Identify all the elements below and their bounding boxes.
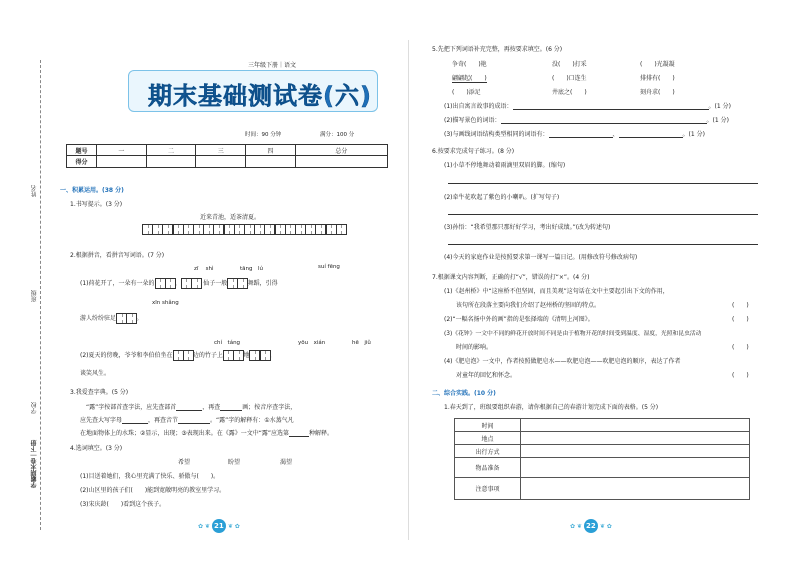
- q5-text: (2)描写景色的词语：: [444, 117, 501, 124]
- answer-line[interactable]: [448, 183, 758, 184]
- answer-blank[interactable]: [178, 418, 210, 424]
- binding-line: [40, 60, 41, 530]
- q2-line4: 谈笑风生。: [80, 370, 111, 377]
- answer-blank[interactable]: [289, 431, 309, 437]
- q3-text: 种解释。: [308, 430, 333, 437]
- plan-input[interactable]: [521, 432, 750, 445]
- q3-text: 在地面物体上的水珠；②显示，出现；③表现出来。在《露》一文中“露”应选第: [80, 430, 289, 437]
- side-label-name: 姓名: [31, 185, 38, 197]
- q5-item: [444, 115, 729, 124]
- plan-label: 地点: [455, 432, 521, 445]
- pinyin: zī shì: [194, 266, 214, 272]
- q5-item: [444, 101, 731, 110]
- question-8: 1.春天到了，班级要组织春游，请你根据自己的春游计划完成下面的表格。(5 分): [444, 404, 659, 411]
- score-cell: 得分: [67, 156, 97, 168]
- pinyin: chí táng: [214, 340, 241, 346]
- judge-paren[interactable]: ( ): [732, 372, 749, 379]
- answer-box[interactable]: [165, 278, 176, 289]
- q2-text: ，: [269, 352, 276, 359]
- side-label-series: 学霸期末卷｜下册: [31, 440, 38, 488]
- answer-box[interactable]: [233, 350, 244, 361]
- plan-input[interactable]: [521, 445, 750, 458]
- question-6: 6.按要求完成句子练习。(8 分): [432, 148, 515, 155]
- q2-text: 舞蹈，引得: [247, 280, 278, 287]
- answer-box[interactable]: [237, 278, 248, 289]
- answer-line[interactable]: [448, 244, 758, 245]
- score-cell: 二: [146, 145, 196, 156]
- plan-input[interactable]: [521, 458, 750, 478]
- q2-text: ，: [174, 280, 181, 287]
- idiom[interactable]: ( )光凝凝: [640, 61, 675, 68]
- q2-text: (1)荷花开了，一朵有一朵的: [80, 280, 155, 287]
- answer-box[interactable]: [260, 350, 271, 361]
- q5-text: 、: [612, 131, 619, 138]
- page-divider: [408, 40, 409, 540]
- q5-text: 。(1 分): [682, 131, 705, 138]
- q2-text: 仙子一般: [203, 280, 228, 287]
- score-input[interactable]: [196, 156, 246, 168]
- score-cell: 一: [97, 145, 147, 156]
- side-label-school: 学校: [31, 402, 38, 414]
- q3-text: ，再查音节: [148, 417, 179, 424]
- plan-input[interactable]: [521, 419, 750, 432]
- q2-line1: [80, 278, 278, 289]
- plan-label: 注意事项: [455, 478, 521, 500]
- answer-blank[interactable]: [549, 132, 613, 138]
- answer-box[interactable]: [191, 278, 202, 289]
- score-table: [66, 144, 388, 168]
- score-cell: 四: [246, 145, 296, 156]
- q6-item: (3)孙悟：“我希望那只那好好学习，考出好成绩。”(改为转述句): [444, 224, 611, 231]
- plan-table: [454, 418, 750, 500]
- q2-text: (2)夏天的傍晚，爷爷和李伯伯坐在: [80, 352, 173, 359]
- idiom-underlined[interactable]: 翩翩起( ): [452, 75, 487, 82]
- page-title: 期末基础测试卷(六): [148, 82, 372, 110]
- question-7: 7.根据课文内容判断，正确的打“√”，错误的打“×”。(4 分): [432, 274, 590, 281]
- score-cell: 三: [196, 145, 246, 156]
- word-choice: 渴望: [280, 459, 293, 466]
- q2-text: 边的竹子上: [192, 352, 223, 359]
- q3-line3: [80, 428, 333, 437]
- q3-line1: [86, 402, 296, 411]
- q6-item: (4)今天的家庭作业是按照要求第一课写一篇日记。(用修改符号修改病句): [444, 254, 638, 261]
- idiom[interactable]: 刻舟求( ): [640, 89, 675, 96]
- q7-item: (4)《肥皂泡》一文中，作者按照做肥皂水——吹肥皂泡——吹肥皂泡的顺序，表达了作者: [444, 358, 681, 365]
- judge-paren[interactable]: ( ): [732, 344, 749, 351]
- idiom[interactable]: ( )添足: [452, 89, 481, 96]
- q3-text: “露”字按部首查字法，应先查部首: [86, 404, 177, 411]
- word-choice: 希望: [178, 459, 191, 466]
- question-3: 3.我爱查字典。(5 分): [70, 389, 129, 396]
- q2-text: 地: [243, 352, 250, 359]
- q7-item: (1)《赵州桥》中“这座桥不但坚固，而且美观”这句话在文中主要起引出下文的作用，: [444, 288, 669, 295]
- pinyin: tāng lú: [240, 266, 264, 272]
- q7-item: 对童年的回忆和怀念。: [456, 372, 517, 379]
- idiom[interactable]: ( )口连生: [552, 75, 587, 82]
- score-input[interactable]: [146, 156, 196, 168]
- idiom[interactable]: 井底之( ): [552, 89, 587, 96]
- page-badge: 22: [584, 519, 598, 533]
- answer-blank[interactable]: [619, 132, 683, 138]
- q7-item: 该句所在段落主要向我们介绍了赵州桥的坚固的特点。: [456, 302, 601, 309]
- plan-input[interactable]: [521, 478, 750, 500]
- q3-line2: [80, 415, 294, 424]
- q2-line2: [80, 313, 142, 324]
- pinyin: yōu xián: [298, 340, 326, 346]
- judge-paren[interactable]: ( ): [732, 302, 749, 309]
- q5-text: 。(1 分): [708, 103, 731, 110]
- question-1: 1.书写提示。(3 分): [70, 201, 123, 208]
- q4-item[interactable]: (3)宋庆龄( )看到这个孩子。: [80, 501, 166, 508]
- flower-icon: ❦ ✿: [227, 523, 240, 530]
- plan-label: 出行方式: [455, 445, 521, 458]
- idiom[interactable]: 争奇( )艳: [452, 61, 487, 68]
- q7-item: 时间的影响。: [456, 344, 493, 351]
- pinyin: hē jiǔ: [352, 340, 371, 346]
- time-label: 时间：90 分钟: [245, 132, 282, 138]
- q5-text: 。(1 分): [706, 117, 729, 124]
- question-2: 2.根据拼音，看拼音写词语。(7 分): [70, 252, 165, 259]
- grade-tag: 三年级下册｜语文: [248, 62, 297, 69]
- page-number-left: [198, 519, 240, 533]
- answer-line[interactable]: [448, 214, 758, 215]
- score-label: 满分：100 分: [320, 132, 355, 138]
- answer-blank[interactable]: [220, 405, 242, 411]
- page-number-right: [570, 519, 612, 533]
- q3-text: 画；按音序查字法，: [242, 404, 297, 411]
- score-input[interactable]: [295, 156, 387, 168]
- q7-item: (3)《花钟》一文中不同的鲜花开放时间不同是由于植物开花的时间受到温度、湿度，光照和昆虫活动: [444, 331, 702, 337]
- answer-blank[interactable]: [513, 104, 709, 110]
- section-title-1: 一、积累运用。(38 分): [60, 187, 124, 194]
- score-input[interactable]: [97, 156, 147, 168]
- q4-item[interactable]: (1)目送着她们，我心里充满了快乐、骄傲与( )。: [80, 473, 220, 480]
- q3-text: 应先查大写字母: [80, 417, 123, 424]
- answer-box[interactable]: [183, 350, 194, 361]
- q1-writing-grid[interactable]: [142, 224, 346, 235]
- plan-label: 时间: [455, 419, 521, 432]
- answer-blank[interactable]: [122, 418, 148, 424]
- plan-label: 物品准备: [455, 458, 521, 478]
- idiom[interactable]: 排排有( ): [640, 75, 675, 82]
- q6-item: (1)小草不停地舞动着雨滴里双眉的脚。(缩句): [444, 162, 566, 169]
- q1-sentence: 近来青池，适茶清夏。: [200, 214, 261, 221]
- q4-item[interactable]: (2)山区里的孩子们( )能到宽敞明亮的教室里学习。: [80, 487, 226, 494]
- flower-icon: ❦ ✿: [599, 523, 612, 530]
- q3-text: 。“露”字的解释有：①水蒸气凡: [210, 417, 294, 424]
- score-cell: 题号: [67, 145, 97, 156]
- section-title-2: 二、综合实践。(10 分): [432, 390, 496, 397]
- answer-blank[interactable]: [501, 118, 707, 124]
- q5-item: [444, 129, 705, 138]
- q6-item: (2)牵牛花吹起了紫色的小喇叭。(扩写句子): [444, 194, 560, 201]
- idiom[interactable]: 没( )打采: [552, 61, 587, 68]
- answer-box[interactable]: [126, 313, 137, 324]
- q2-line3: [80, 350, 276, 361]
- q5-text: (3)与画线词语结构类型相同的词语有：: [444, 131, 549, 138]
- score-input[interactable]: [246, 156, 296, 168]
- flower-icon: ✿ ❦: [198, 523, 210, 530]
- page-badge: 21: [212, 519, 226, 533]
- q5-text: (1)出自寓言故事的成语：: [444, 103, 513, 110]
- q7-item: (2)“一幅名扬中外的画”指的是张择端的《清明上河图》。: [444, 316, 594, 323]
- word-choice: 盼望: [228, 459, 241, 466]
- score-cell: 总分: [295, 145, 387, 156]
- answer-blank[interactable]: [176, 405, 202, 411]
- q2-text: 。: [136, 315, 143, 322]
- pinyin: xīn shǎng: [152, 300, 179, 306]
- q3-text: ，再查: [202, 404, 221, 411]
- judge-paren[interactable]: ( ): [732, 316, 749, 323]
- q2-text: 游人纷纷驻足: [80, 315, 117, 322]
- question-4: 4.选词填空。(3 分): [70, 445, 123, 452]
- flower-icon: ✿ ❦: [570, 523, 582, 530]
- side-label-class: 班级: [31, 290, 38, 302]
- pinyin: suí fēng: [318, 264, 340, 270]
- question-5: 5.先把下列词语补充完整，再按要求填空。(6 分): [432, 46, 563, 53]
